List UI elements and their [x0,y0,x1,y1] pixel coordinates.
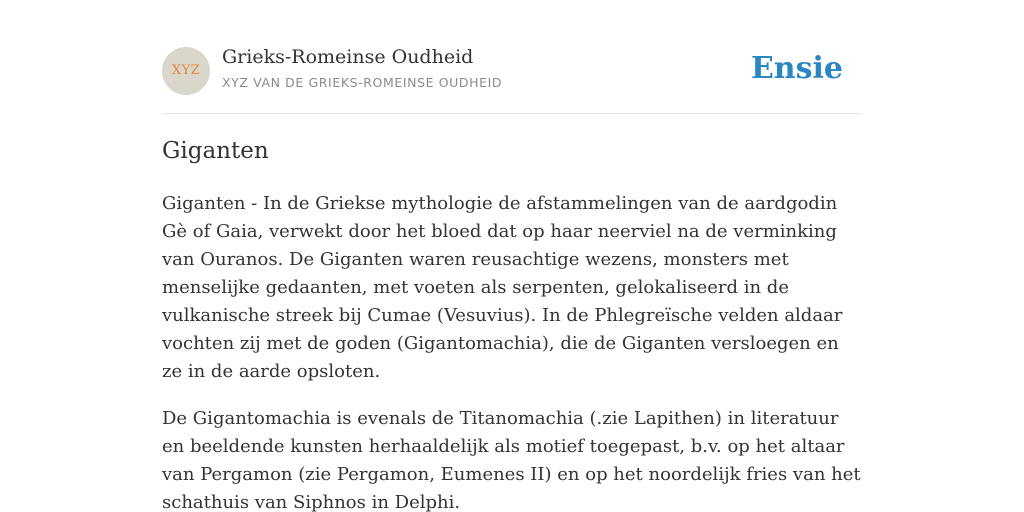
source-title-link[interactable]: Grieks-Romeinse Oudheid [222,46,474,68]
source-subtitle: XYZ VAN DE GRIEKS-ROMEINSE OUDHEID [222,75,503,90]
entry-body [162,190,862,512]
ensie-logo[interactable]: Ensie [750,51,843,86]
entry-title: Giganten [162,138,269,164]
entry-paragraph: De Gigantomachia is evenals de Titanomachia (.zie Lapithen) in literatuur en beeldende kunsten herhaaldelijk als motief toegepast, b.v. op het altaar van Pergamon (zie Pergamon, Eumenes II) en op het noordelijk fries van het schathuis van Siphnos in Delphi. [162,408,861,512]
entry-paragraph: Giganten - In de Griekse mythologie de afstammelingen van de aardgodin Gè of Gaia, verwekt door het bloed dat op haar neerviel na de verminking van Ouranos. De Giganten waren reusachtige wezens, monsters met menselijke gedaanten, met voeten als serpenten, gelokaliseerd in de vulkanische streek bij Cumae (Vesuvius). In de Phlegreïsche velden aldaar vochten zij met de goden (Gigantomachia), die de Giganten versloegen en ze in de aarde opsloten. [162,193,843,382]
source-avatar[interactable]: XYZ [162,47,210,95]
source-header [162,0,862,114]
content-container [162,0,862,512]
